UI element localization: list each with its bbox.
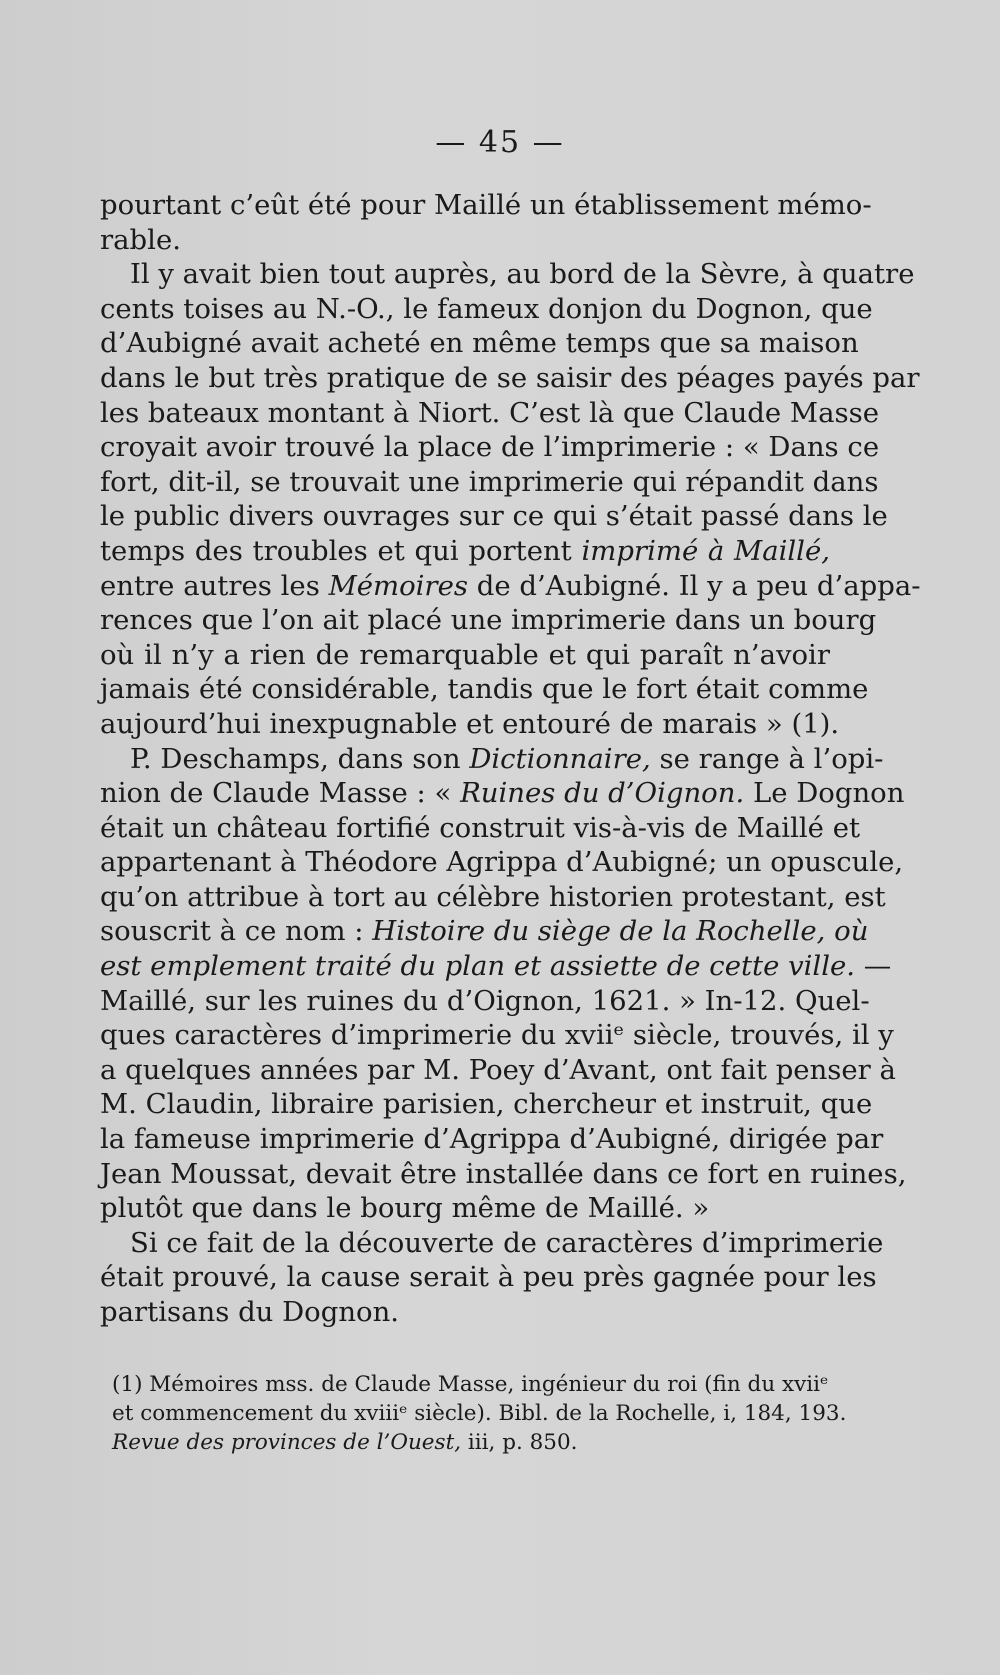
text-line: jamais été considérable, tandis que le fort était comme xyxy=(100,673,869,706)
text-segment: — xyxy=(863,950,892,983)
footnote-line xyxy=(112,1428,812,1457)
text-line: croyait avoir trouvé la place de l’imprimerie : « Dans ce xyxy=(100,431,880,464)
text-line: où il n’y a rien de remarquable et qui paraît n’avoir xyxy=(100,638,830,671)
text-line: était prouvé, la cause serait à peu près gagnée pour les xyxy=(100,1261,877,1294)
text-line: M. Claudin, libraire parisien, chercheur et instruit, que xyxy=(100,1088,873,1121)
italic-segment: Histoire du siège de la Rochelle, où xyxy=(372,915,869,948)
text-segment: temps des troubles et qui portent xyxy=(100,534,572,567)
italic-segment: Mémoires xyxy=(328,569,468,602)
text-line: d’Aubigné avait acheté en même temps que sa maison xyxy=(100,327,859,360)
text-line: la fameuse imprimerie d’Agrippa d’Aubigné, dirigée par xyxy=(100,1123,884,1156)
text-line: rable. xyxy=(100,223,181,256)
text-line: les bateaux montant à Niort. C’est là que Claude Masse xyxy=(100,396,879,429)
text-line: partisans du Dognon. xyxy=(100,1296,400,1328)
text-line xyxy=(100,914,869,949)
text-line: était un château fortifié construit vis-à-vis de Maillé et xyxy=(100,811,861,844)
text-line: aujourd’hui inexpugnable et entouré de marais » (1). xyxy=(100,707,840,740)
text-segment: entre autres les xyxy=(100,569,320,602)
text-line: appartenant à Théodore Agrippa d’Aubigné; un opuscule, xyxy=(100,846,904,879)
text-segment: iii, p. 850. xyxy=(467,1430,578,1455)
text-segment: de d’Aubigné. Il y a peu d’appa- xyxy=(476,569,921,602)
text-line: Jean Moussat, devait être installée dans ce fort en ruines, xyxy=(100,1157,907,1190)
text-line: pourtant c’eût été pour Maillé un établissement mémo- xyxy=(100,189,872,221)
text-line xyxy=(100,742,884,777)
italic-segment: Ruines du d’Oignon. xyxy=(460,777,745,810)
text-line xyxy=(100,534,830,569)
text-line: qu’on attribue à tort au célèbre historien protestant, est xyxy=(100,880,886,913)
text-line xyxy=(100,569,921,604)
text-line: cents toises au N.-O., le fameux donjon du Dognon, que xyxy=(100,292,873,325)
italic-segment: Dictionnaire, xyxy=(469,742,651,775)
body-text xyxy=(100,188,921,1330)
text-segment: Le Dognon xyxy=(752,777,905,810)
text-line: dans le but très pratique de se saisir des péages payés par xyxy=(100,361,920,394)
text-line: rences que l’on ait placé une imprimerie dans un bourg xyxy=(100,604,877,637)
text-line xyxy=(100,949,892,984)
text-line: fort, dit-il, se trouvait une imprimerie qui répandit dans xyxy=(100,465,879,498)
text-line xyxy=(100,776,905,811)
text-segment: P. Deschamps, dans son xyxy=(130,742,461,775)
italic-segment: Revue des provinces de l’Ouest, xyxy=(112,1430,462,1455)
text-line: Maillé, sur les ruines du d’Oignon, 1621. » In-12. Quel- xyxy=(100,984,870,1017)
text-segment: se range à l’opi- xyxy=(659,742,884,775)
footnote-line: (1) Mémoires mss. de Claude Masse, ingénieur du roi (fin du xviiᵉ xyxy=(112,1372,829,1397)
text-segment: nion de Claude Masse : « xyxy=(100,777,452,810)
footnotes xyxy=(112,1370,847,1457)
text-line: ques caractères d’imprimerie du xviiᵉ siècle, trouvés, il y xyxy=(100,1019,894,1052)
text-line: plutôt que dans le bourg même de Maillé. » xyxy=(100,1192,710,1225)
text-segment: souscrit à ce nom : xyxy=(100,915,364,948)
page-number: — 45 — xyxy=(435,125,565,160)
text-line: a quelques années par M. Poey d’Avant, ont fait penser à xyxy=(100,1053,896,1086)
text-line: Si ce fait de la découverte de caractères d’imprimerie xyxy=(130,1226,884,1259)
italic-segment: imprimé à Maillé, xyxy=(581,534,830,567)
text-line: le public divers ouvrages sur ce qui s’était passé dans le xyxy=(100,500,888,533)
footnote-line: et commencement du xviiiᵉ siècle). Bibl. de la Rochelle, i, 184, 193. xyxy=(112,1401,847,1426)
italic-segment: est emplement traité du plan et assiette de cette ville. xyxy=(100,950,856,983)
text-line: Il y avait bien tout auprès, au bord de la Sèvre, à quatre xyxy=(130,258,915,291)
